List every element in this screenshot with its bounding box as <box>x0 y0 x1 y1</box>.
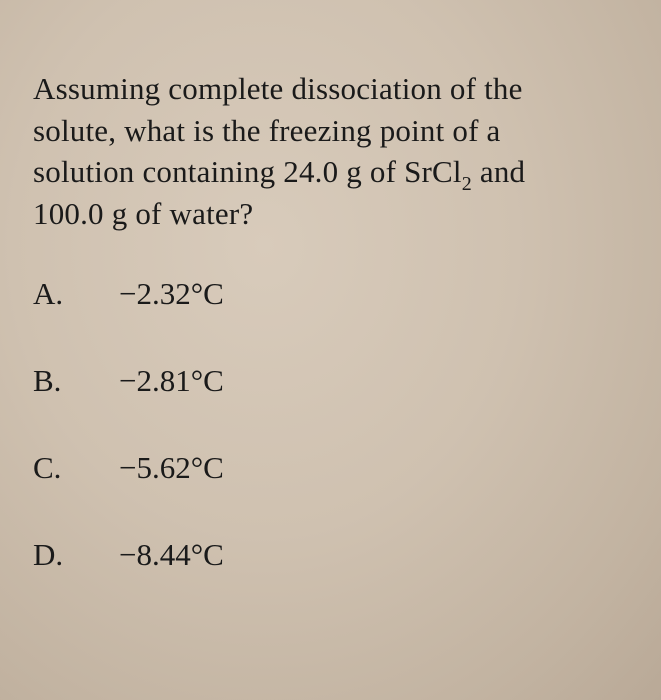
option-a-letter: A. <box>33 276 64 311</box>
option-c <box>33 450 224 486</box>
option-d-letter: D. <box>33 537 64 572</box>
chemical-subscript: 2 <box>461 173 472 195</box>
question-line-4: 100.0 g of water? <box>33 195 254 231</box>
option-a <box>33 276 224 312</box>
option-a-value: −2.32°C <box>119 276 224 311</box>
question-line-3-text: solution containing 24.0 g of SrCl <box>33 154 462 189</box>
option-b-letter: B. <box>33 363 62 398</box>
option-c-value: −5.62°C <box>119 450 224 485</box>
option-c-letter: C. <box>33 450 62 485</box>
question-line-3 <box>33 151 643 193</box>
option-d-value: −8.44°C <box>119 537 224 572</box>
option-d <box>33 537 224 573</box>
question-line-2: solute, what is the freezing point of a <box>33 112 501 148</box>
question-text <box>33 68 643 234</box>
question-line-3-end: and <box>471 154 526 189</box>
option-b-value: −2.81°C <box>119 363 224 398</box>
question-line-1: Assuming complete dissociation of the <box>33 71 523 106</box>
option-b <box>33 363 224 399</box>
